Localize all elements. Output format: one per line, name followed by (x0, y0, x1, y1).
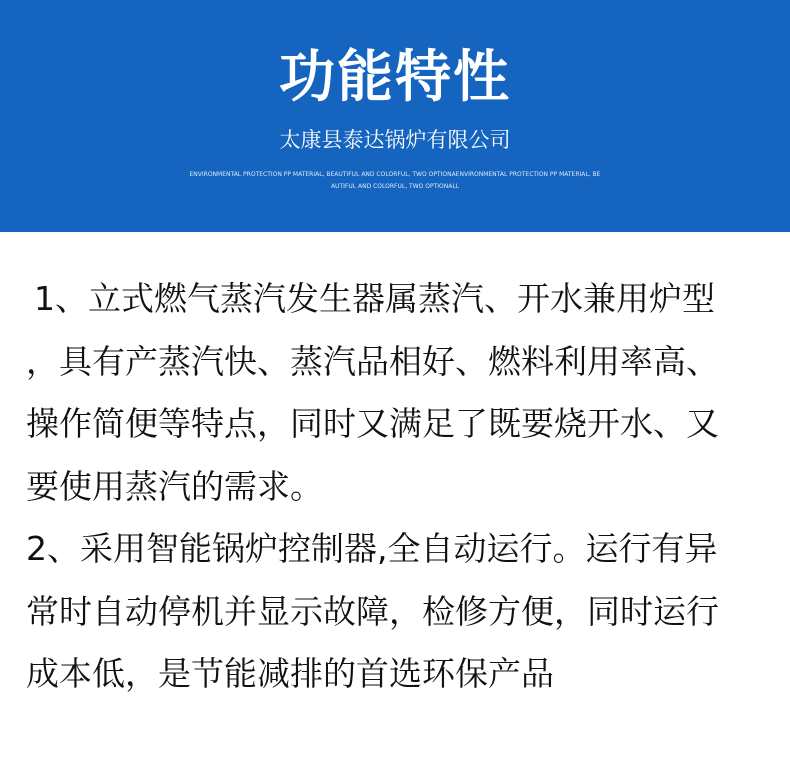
text-line-4: 要使用蒸汽的需求。 (26, 466, 323, 506)
tagline-line-2: AUTIFUL AND COLORFUL, TWO OPTIONALL (330, 183, 460, 190)
feature-description (26, 268, 778, 706)
text-line-7: 成本低，是节能减排的首选环保产品 (26, 654, 554, 693)
tagline-line-1: ENVIRONMENTAL PROTECTION PP MATERIAL, BEAUTIFUL AND COLORFUL, TWO OPTIONAENVIRONMENTAL PROTECTION PP MATERIAL, BE (189, 171, 601, 178)
page-title: 功能特性 (279, 45, 511, 110)
text-line-1: 1、立式燃气蒸汽发生器属蒸汽、开水兼用炉型 (34, 279, 715, 318)
text-line-6: 常时自动停机并显示故障，检修方便，同时运行 (26, 591, 719, 631)
company-name: 太康县泰达锅炉有限公司 (279, 128, 511, 152)
english-tagline (160, 169, 630, 193)
header-banner (0, 0, 790, 232)
text-line-3: 操作简便等特点，同时又满足了既要烧开水、又 (26, 404, 719, 443)
text-line-2: ，具有产蒸汽快、蒸汽品相好、燃料利用率高、 (26, 341, 719, 381)
text-line-5: 2、采用智能锅炉控制器,全自动运行。运行有异 (26, 529, 718, 568)
